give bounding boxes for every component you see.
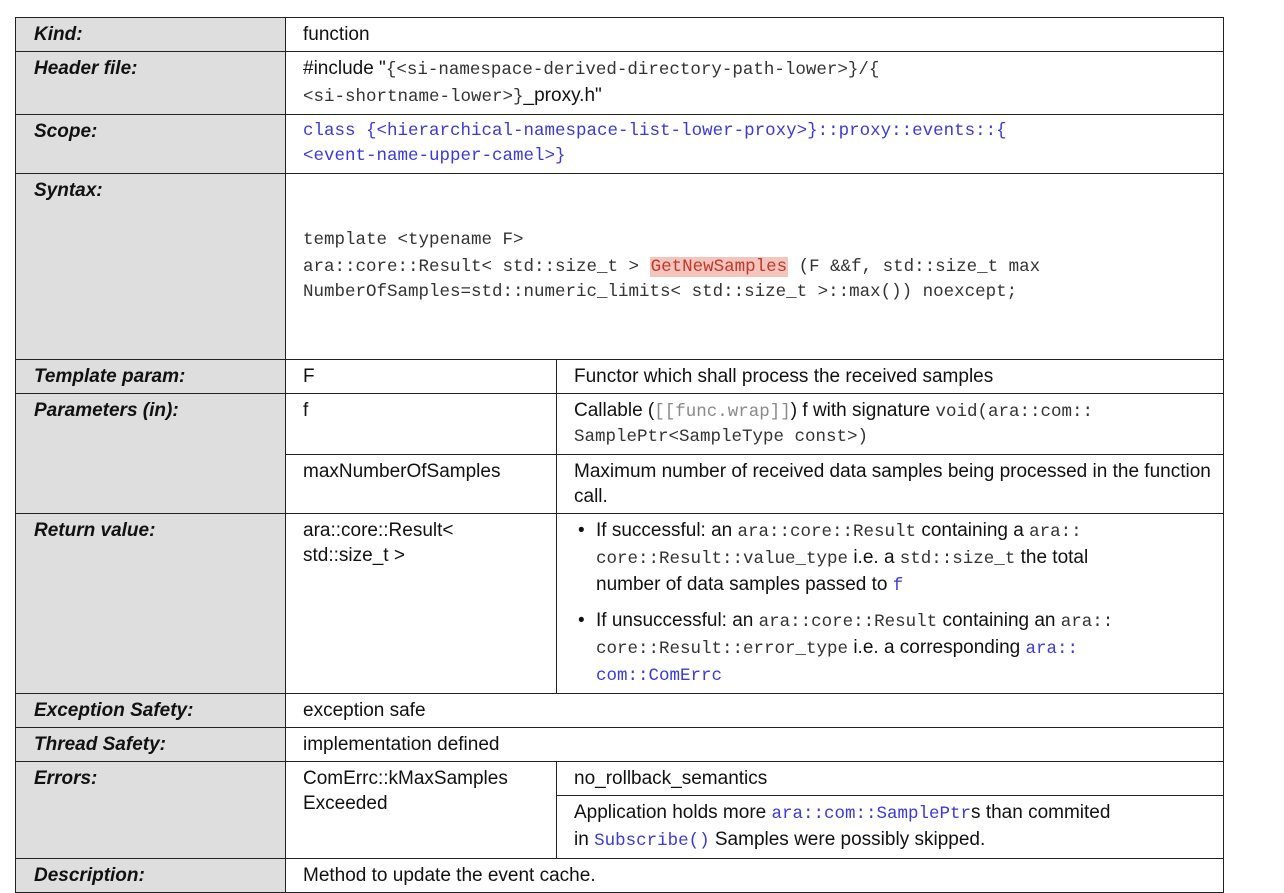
return-desc: [557, 514, 1224, 694]
description-label: Description:: [16, 859, 286, 893]
header-file-value: #include "{<si-namespace-derived-directory-path-lower>}/{ <si-shortname-lower>}_proxy.h": [286, 52, 1224, 115]
error-name: ComErrc::kMaxSamples Exceeded: [286, 762, 557, 859]
error-desc: Application holds more ara::com::SamplePtrs than commited in Subscribe() Samples were possibly skipped.: [557, 796, 1224, 859]
row-scope: [16, 115, 1224, 174]
thread-safety-label: Thread Safety:: [16, 728, 286, 762]
kind-value: function: [286, 18, 1224, 52]
row-kind: [16, 18, 1224, 52]
template-param-label: Template param:: [16, 360, 286, 394]
exception-safety-label: Exception Safety:: [16, 694, 286, 728]
description-value: Method to update the event cache.: [286, 859, 1224, 893]
return-bullet-failure: • If unsuccessful: an ara::core::Result containing an ara:: core::Result::error_type i.e. a corresponding ara:: com::ComErrc: [574, 608, 1213, 689]
template-param-desc: Functor which shall process the received samples: [557, 360, 1224, 394]
row-return-value: [16, 514, 1224, 694]
error-semantics: no_rollback_semantics: [557, 762, 1224, 796]
row-description: [16, 859, 1224, 893]
scope-label: Scope:: [16, 115, 286, 174]
thread-safety-value: implementation defined: [286, 728, 1224, 762]
row-param-f: [16, 394, 1224, 455]
row-template-param: [16, 360, 1224, 394]
syntax-label: Syntax:: [16, 174, 286, 360]
row-header-file: [16, 52, 1224, 115]
param-max-name: maxNumberOfSamples: [286, 455, 557, 514]
scope-value: class {<hierarchical-namespace-list-lower-proxy>}::proxy::events::{ <event-name-upper-camel>}: [286, 115, 1224, 174]
row-syntax: [16, 174, 1224, 360]
row-exception-safety: [16, 694, 1224, 728]
syntax-value: template <typename F> ara::core::Result< std::size_t > GetNewSamples (F &&f, std::size_t max NumberOfSamples=std::numeric_limits< std::size_t >::max()) noexcept;: [286, 174, 1224, 360]
return-bullet-success: • If successful: an ara::core::Result containing a ara:: core::Result::value_type i.e. a std::size_t the total number of data samples passed to f: [574, 518, 1213, 599]
row-thread-safety: [16, 728, 1224, 762]
param-f-name: f: [286, 394, 557, 455]
param-max-desc: Maximum number of received data samples being processed in the function call.: [557, 455, 1224, 514]
errors-label: Errors:: [16, 762, 286, 859]
parameters-in-label: Parameters (in):: [16, 394, 286, 514]
kind-label: Kind:: [16, 18, 286, 52]
exception-safety-value: exception safe: [286, 694, 1224, 728]
return-value-label: Return value:: [16, 514, 286, 694]
template-param-name: F: [286, 360, 557, 394]
param-f-desc: Callable ([[func.wrap]]) f with signature void(ara::com:: SamplePtr<SampleType const>): [557, 394, 1224, 455]
return-type: ara::core::Result< std::size_t >: [286, 514, 557, 694]
row-errors-semantics: [16, 762, 1224, 796]
api-spec-table: [15, 17, 1224, 893]
function-name-highlight: GetNewSamples: [650, 257, 788, 277]
header-file-label: Header file:: [16, 52, 286, 115]
